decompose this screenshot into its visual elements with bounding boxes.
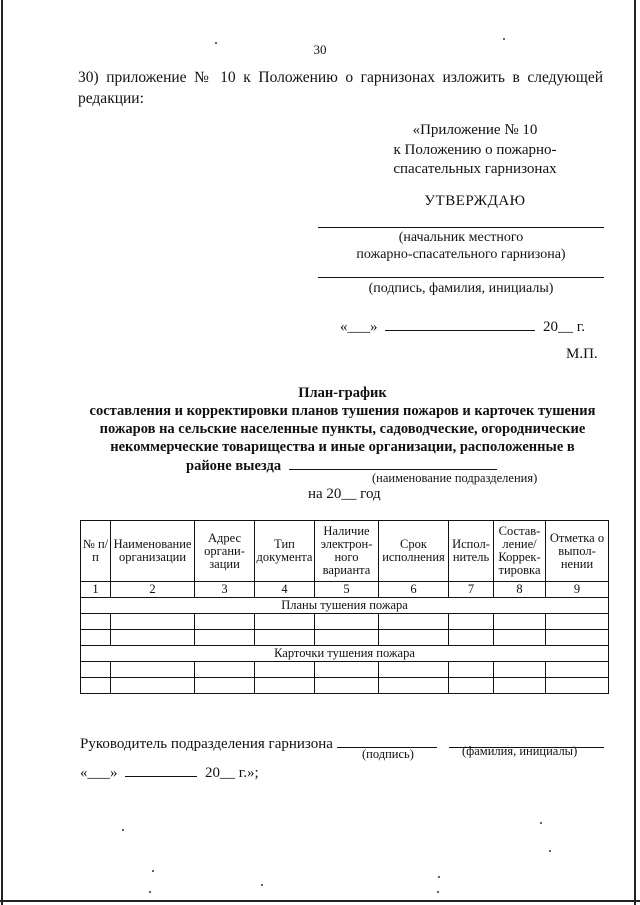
approval-date-day: «___» <box>340 319 378 335</box>
plan-title-line-3: пожаров на сельские населенные пункты, садоводческие, огороднические <box>99 421 586 437</box>
footer-date-month-line <box>125 763 197 777</box>
head-name-caption: (фамилия, инициалы) <box>462 744 578 758</box>
head-sign-field <box>337 734 437 748</box>
col-number: 4 <box>255 582 315 598</box>
chief-name-line <box>318 227 604 228</box>
plan-title-line-4: некоммерческие товарищества и иные организации, расположенные в <box>110 439 575 455</box>
scan-speck <box>215 42 217 44</box>
plan-year: на 20__ год <box>308 486 381 502</box>
plan-title: План-график <box>298 385 387 401</box>
seal-mark: М.П. <box>566 346 598 362</box>
scan-speck <box>549 850 551 852</box>
approval-date-year: 20__ г. <box>543 319 585 335</box>
chief-caption-line-1: (начальник местного <box>398 230 524 245</box>
col-header-doc-type: Тип документа <box>255 521 315 582</box>
section-title: Планы тушения пожара <box>81 598 609 614</box>
table-row <box>81 678 609 694</box>
col-header-compile: Состав-ление/ Коррек-тировка <box>494 521 546 582</box>
scan-speck <box>122 829 124 831</box>
col-number: 1 <box>81 582 111 598</box>
scan-border-left <box>1 0 3 905</box>
col-header-completion: Отметка о выпол-нении <box>546 521 609 582</box>
approve-heading: УТВЕРЖДАЮ <box>424 193 526 209</box>
col-number: 9 <box>546 582 609 598</box>
item-text: 30) приложение № 10 к Положению о гарнизонах изложить в следующей <box>78 69 603 86</box>
col-number: 8 <box>494 582 546 598</box>
appendix-line-2: к Положению о пожарно- <box>393 142 557 158</box>
head-label: Руководитель подразделения гарнизона <box>80 736 333 752</box>
col-header-deadline: Срок исполнения <box>379 521 449 582</box>
scan-speck <box>540 822 542 824</box>
signature-line <box>318 277 604 278</box>
table-row <box>81 630 609 646</box>
col-header-executor: Испол-нитель <box>449 521 494 582</box>
item-text-continued: редакции: <box>78 90 144 107</box>
plan-title-line-2: составления и корректировки планов тушения пожаров и карточек тушения <box>89 403 596 419</box>
col-number: 6 <box>379 582 449 598</box>
scan-speck <box>437 891 439 893</box>
footer-date <box>80 763 259 782</box>
table-number-row <box>81 582 609 598</box>
plan-table <box>80 520 609 694</box>
col-header-address: Адрес органи-зации <box>195 521 255 582</box>
col-header-org-name: Наименование организации <box>111 521 195 582</box>
chief-caption-line-2: пожарно-спасательного гарнизона) <box>356 247 566 262</box>
section-row-cards <box>81 646 609 662</box>
footer-date-year: 20__ г.»; <box>205 765 259 781</box>
approval-date <box>340 317 585 336</box>
scan-speck <box>149 891 151 893</box>
section-title: Карточки тушения пожара <box>81 646 609 662</box>
footer-date-day: «___» <box>80 765 118 781</box>
section-row-plans <box>81 598 609 614</box>
signature-caption: (подпись, фамилия, инициалы) <box>368 281 554 296</box>
col-number: 2 <box>111 582 195 598</box>
table-header-row <box>81 521 609 582</box>
scan-speck <box>438 876 440 878</box>
col-header-electronic: Наличие электрон-ного варианта <box>315 521 379 582</box>
scan-speck <box>152 870 154 872</box>
appendix-line-1: «Приложение № 10 <box>412 122 538 138</box>
col-header-num: № п/п <box>81 521 111 582</box>
page-number: 30 <box>313 42 327 57</box>
approval-date-month-line <box>385 317 535 331</box>
table-row <box>81 614 609 630</box>
scan-speck <box>503 38 505 40</box>
head-sign-caption: (подпись) <box>362 747 414 761</box>
col-number: 3 <box>195 582 255 598</box>
col-number: 5 <box>315 582 379 598</box>
scan-border-right <box>634 0 636 905</box>
plan-title-area-label: районе выезда <box>186 458 282 474</box>
scan-speck <box>261 884 263 886</box>
subdivision-name-line <box>289 456 497 470</box>
subdivision-caption: (наименование подразделения) <box>372 471 538 485</box>
appendix-line-3: спасательных гарнизонах <box>393 161 557 177</box>
scan-border-bottom <box>0 900 640 902</box>
table-row <box>81 662 609 678</box>
col-number: 7 <box>449 582 494 598</box>
